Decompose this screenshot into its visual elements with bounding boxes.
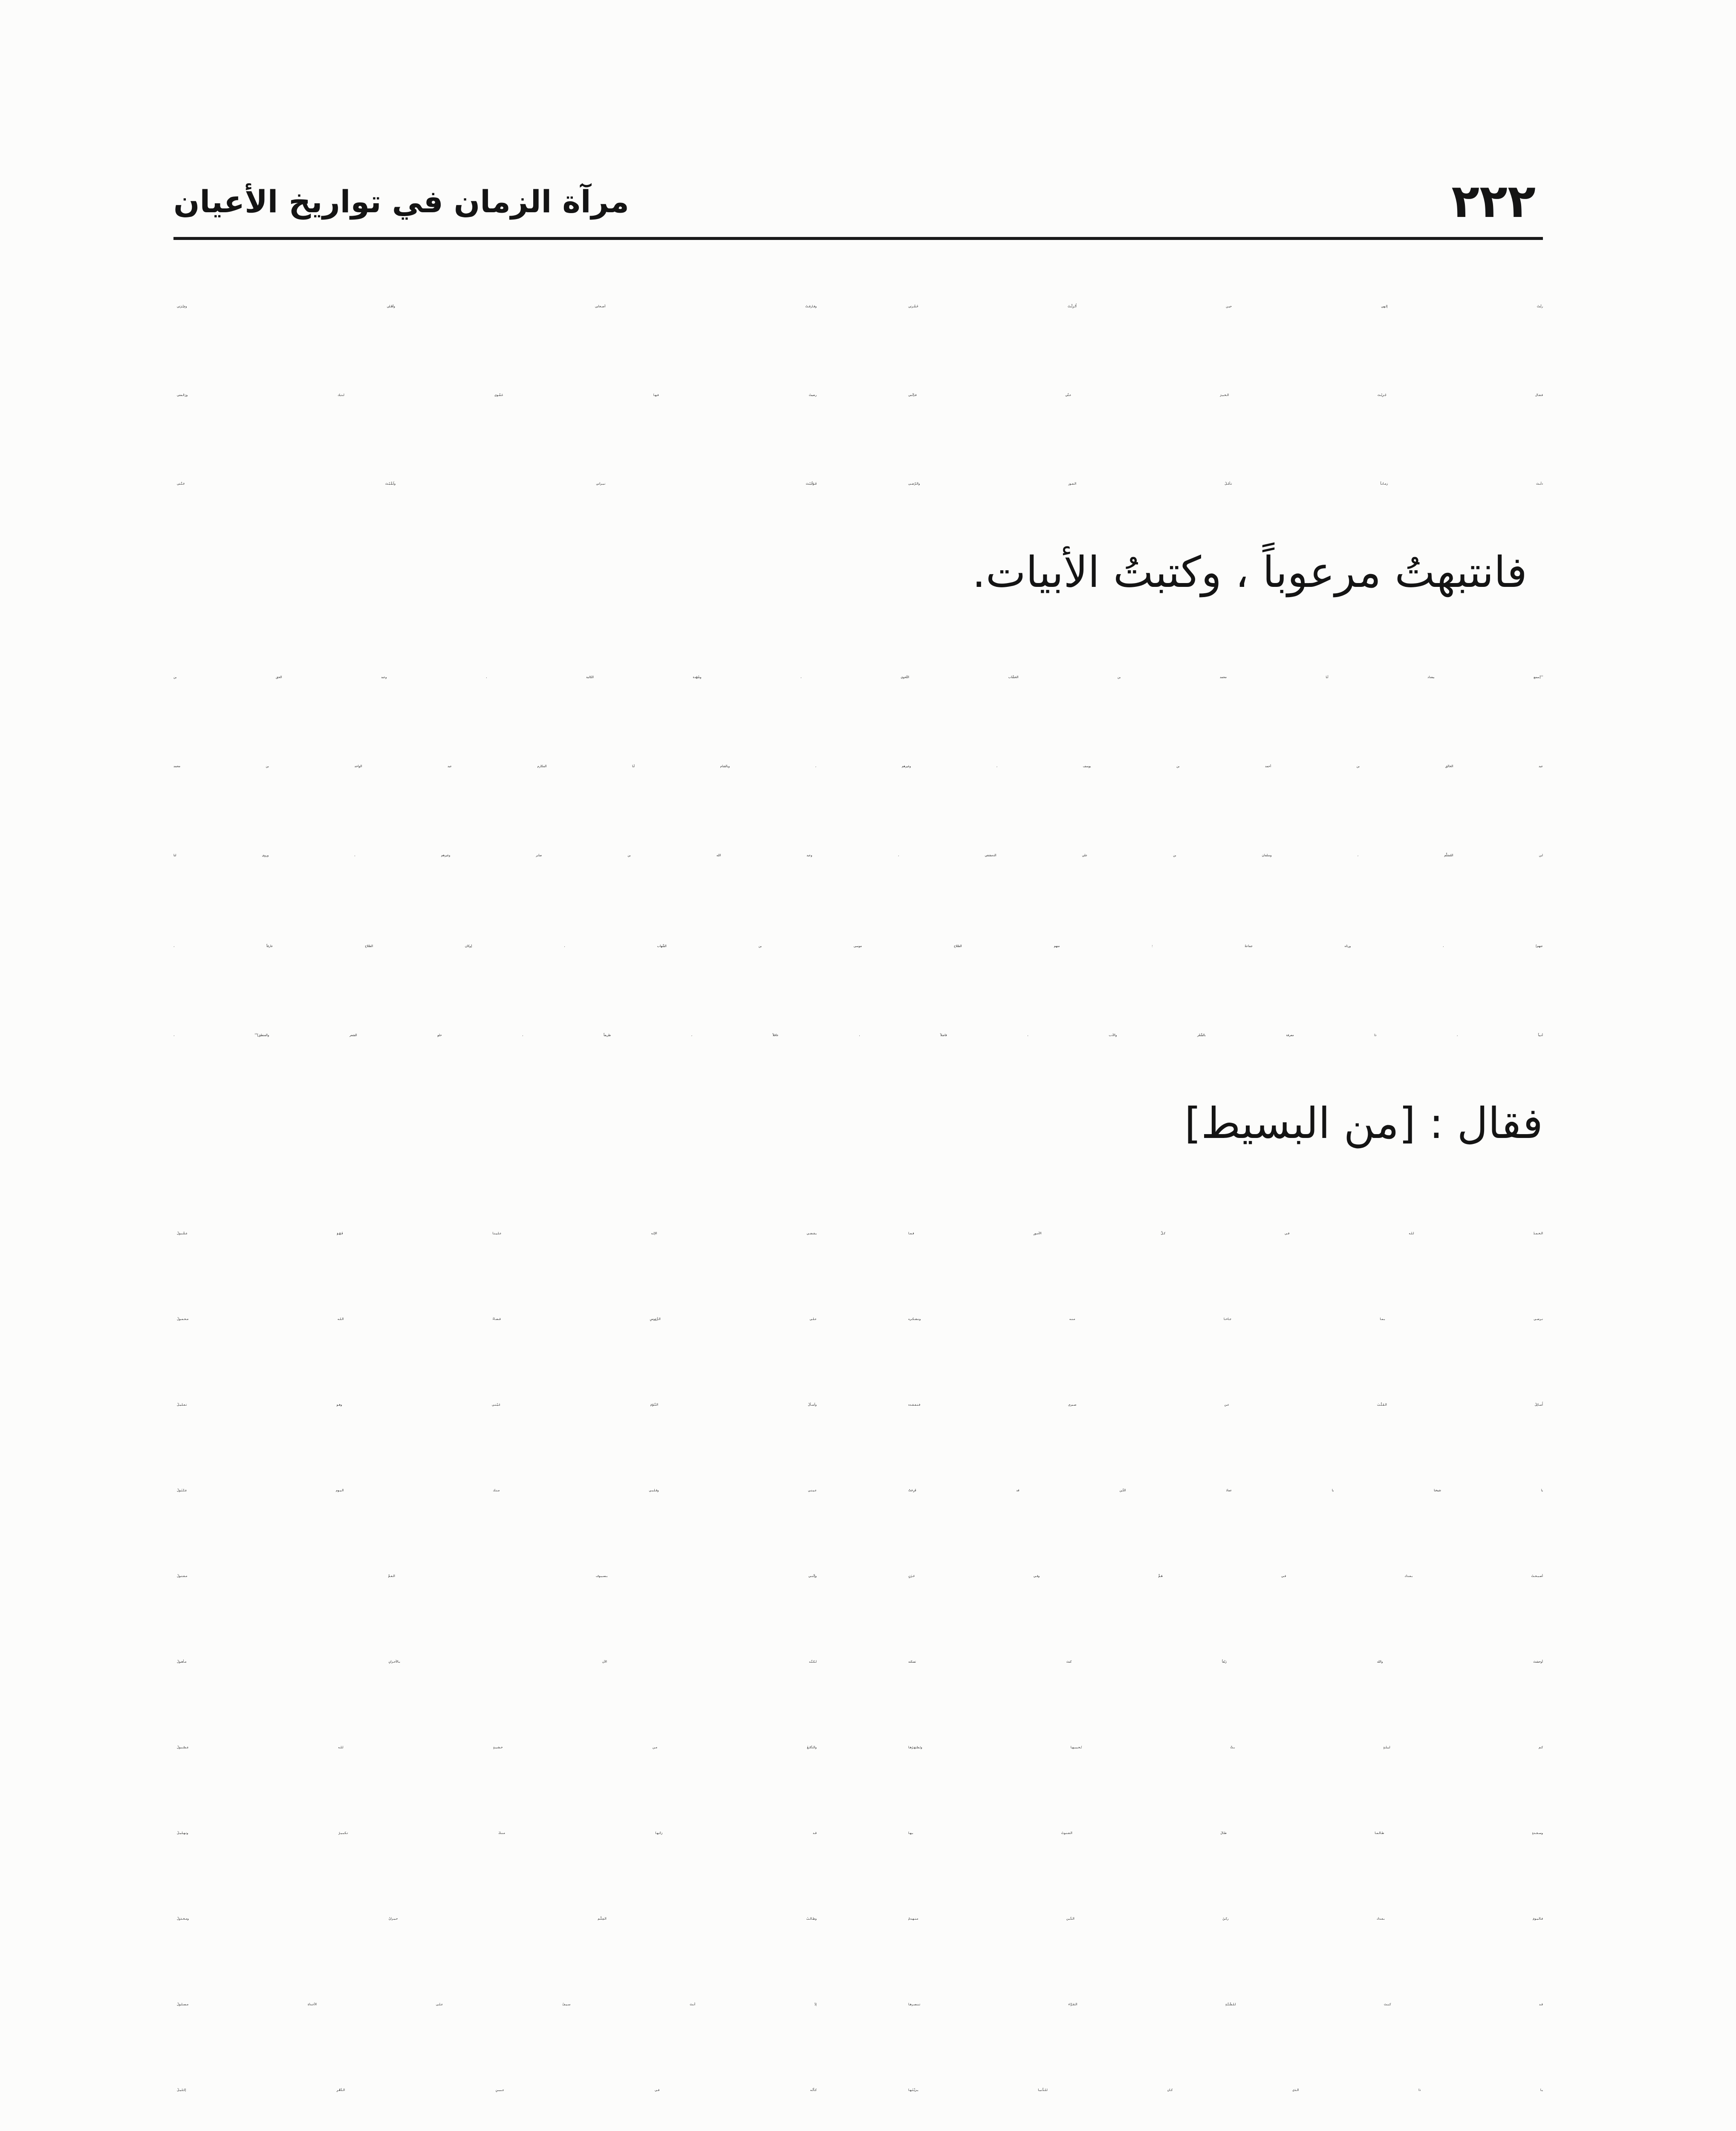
header-rule [173,237,1543,240]
verse-second-hemistich: والـدَّمْـعُ مـن خـشـيـةٍ لـلـه مَـسْـبـولُ [177,1746,817,1749]
verse [0,1448,1736,1533]
verse-second-hemistich: لـكـنَّـه الآن بـالأحـزانِ مـأهـولُ [177,1660,817,1663]
verse-first-hemistich: وسـجـدةٍ طـالـمـا طـالَ الـقـنـوتُ بـهـا [908,1831,1543,1835]
verse-second-hemistich: وفـارقـتُ أصـحابي وأهْـلي وجِيْـرَتي [177,305,817,308]
paragraph-line [173,993,1543,1078]
meter-label: فقال : [من البسيط] [1184,1098,1543,1148]
verse-first-hemistich: أصـبـحـتُ بـعـدك فـي هَـمٍّ وفـي حَـزَنٍ [908,1574,1543,1578]
paragraph-line: عبد الخالق بن أحمد بن يوسف ، وغيرهم ، وبالشام أبا المكارم عبد الواحد بن محمد [173,765,1543,768]
verse-first-hemistich: كـم لـيـلـةٍ بـتَّ تُـحـيـيـهـا وتَـسْـهَـرُهـا [908,1746,1543,1749]
paragraph-line [173,635,1543,720]
verse-second-hemistich: يـقـضـي الإلـه عـلـيـنـا فَـهْـوَ مَـقْـبـولُ [177,1232,817,1235]
verse [0,1191,1736,1276]
paragraph-line-text: أديباً ، ذا معرفة بالشِّعْر والأدب ، فاضلاً ، عاقلاً ، ظريفاً ، حلو الشعر والمنطق] [257,1034,1543,1037]
verse [0,1362,1736,1447]
verse [0,2047,1736,2131]
verse-second-hemistich: كـأنَّـه فـي جـبـيـنِ الـدَّهْـرِ إكـلـيـلُ [177,2088,817,2092]
verse-second-hemistich: عـلـى الـرُّؤوسِ قـضـاءُ الـلـه مـحـمـولُ [177,1317,817,1321]
verse-second-hemistich: فَـوُقِّـيْـتَ نـيـراني ولُـقِّـيْـتَ جَـنَّـتي [177,482,817,485]
verse [0,1962,1736,2047]
verse-first-hemistich: فـالـيـومَ بـعـدك ركـنُ الـدِّيـن مـنـهـدمٌ [908,1917,1543,1920]
verse-second-hemistich: إذْ أنـتَ سـيـفٌ عـلـى الأعـداءِ مـسـلـولُ [177,2003,817,2006]
running-title: مرآة الزمان في تواريخ الأعيان [173,184,629,219]
verse-first-hemistich: يـا ذا الـذي كـان لـلـدُّنـيـا يـزيِّـنُـهـا [908,2088,1543,2092]
verse-second-hemistich: وإنَّـنـي بـسـيـوف الـغـمِّ مـقـتـولُ [177,1574,817,1578]
verse [0,1276,1736,1362]
paragraph-line: عنهم] ، ورثاه جماعةٌ ؛ منهم الصَّلاح موسى بن الشِّهاب ، [وكان الصَّلاح عارفاً ، [173,944,1543,948]
verse-first-hemistich: أُسـائِلُ الـقَـلْـبَ عـن صـبري فـنـفـقـده [908,1403,1543,1406]
page-number: ٢٢٢ [1451,175,1536,228]
paragraph-line-text: [سمع ببغداد أبا محمد بن الخشَّاب النَّحوي ، وشُهْدة الكاتبة ، وعبد الحق بن [173,676,1541,679]
verse-second-hemistich: قـد زانَـهـا مـنـكَ تـكـبـيـرٌ وتـهـلـيـلُ [177,1831,817,1835]
verse-second-hemistich: عـيـنـي وقـلـبـي مـنـك الـيـوم مَـتْـبُـولُ [177,1489,817,1492]
verse [0,1533,1736,1619]
narrative-line: فانتبهتُ مرعوباً ، وكتبتُ الأبيات. [972,547,1527,597]
verse [0,441,1736,526]
footnote-marker: (١) [1540,675,1543,677]
verse-second-hemistich: وطـالـبُ الـعِـلْـم حـيـرانٌ ومـخـذولُ [177,1917,817,1920]
paragraph-line: ابن المُسَلَّم ، وسلمان بن علي الدمشقي ، وعبد الله بن صابر وغيرهم ، وروى لنا [173,854,1543,857]
verse-first-hemistich: قـد كـنـتَ لـلـسُّـنَّـةِ الـغَـرَّاء تـنـصـرهـا [908,2003,1543,2006]
verse-first-hemistich: يا شيخنا يا عمادَ الدِّين قد قَرِحَتْ [908,1489,1543,1492]
verse [0,264,1736,349]
verse-first-hemistich: نـرضـى بـمـا جـاءنـا مـنـه ونـشـكـره [908,1317,1543,1321]
verse-second-hemistich: وأسـألُ الـنَّـوْمَ عَـيْـنـي وهـو تـعـلـيـلُ [177,1403,817,1406]
verse-first-hemistich: رأيتُ إلـهي حيـن أُنْـزِلْـتُ حُـفْـرتي [908,305,1543,308]
verse [0,352,1736,438]
verse [0,1619,1736,1704]
verse-first-hemistich: الـحـمـدُ لـلـه فـي كـلِّ الأمـورِ فـمـا [908,1232,1543,1235]
verse-first-hemistich: أوحشتَ والله رَبْعاً كنتَ تسكنه [908,1660,1543,1663]
verse [0,1876,1736,1961]
verse [0,1705,1736,1790]
footnote-marker: (٢) [254,1033,257,1035]
verse-first-hemistich: فـقـال جُـزِيْـتَ الـخـيـرَ عـنِّي فـإنَّـني [908,393,1543,397]
paragraph-line-tail: ، [173,1034,255,1037]
verse-first-hemistich: دأبـتَ زمـانـاً تـأمُـلُ الـفـوز والـرِّضـى [908,482,1543,485]
verse-second-hemistich: رضيتُ فـهـا عَـفْـوي لـديك ورَحْـمتي [177,393,817,397]
verse [0,1790,1736,1876]
